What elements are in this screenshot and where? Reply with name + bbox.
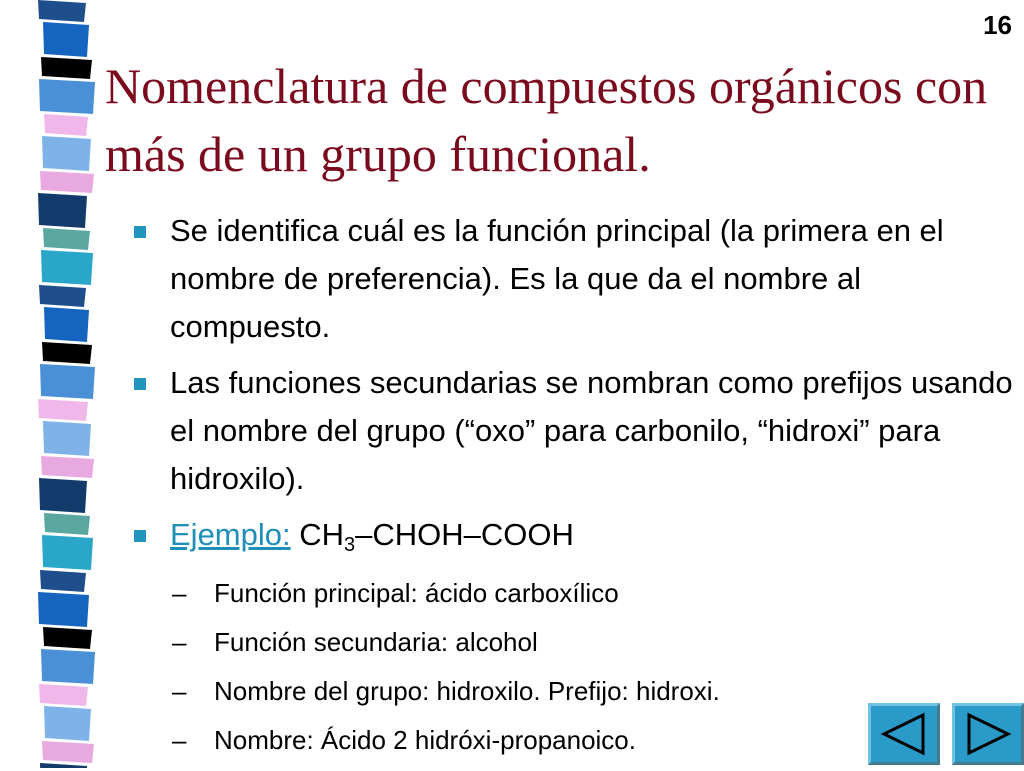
- stripe-band: [0, 649, 110, 684]
- chemical-formula: [299, 517, 574, 556]
- stripe-band: [0, 285, 110, 307]
- bullet-text: Las funciones secundarias se nombran como prefijos usando el nombre del grupo (“oxo” para carbonilo, “hidroxi” para hidroxilo).: [170, 365, 1013, 496]
- stripe-band: [0, 421, 110, 456]
- bullet-item: [130, 359, 1020, 503]
- dash-bullet-icon: –: [172, 627, 187, 657]
- dash-bullet-icon: –: [172, 578, 187, 608]
- sub-bullet-text: Nombre del grupo: hidroxilo. Prefijo: hidroxi.: [214, 676, 720, 706]
- next-slide-button[interactable]: [952, 703, 1024, 765]
- stripe-band: [0, 171, 110, 193]
- previous-slide-button[interactable]: [868, 703, 940, 765]
- stripe-band: [0, 0, 110, 22]
- slide-number: 16: [983, 10, 1012, 40]
- triangle-left-icon: [879, 712, 929, 756]
- triangle-right-icon: [963, 712, 1013, 756]
- square-bullet-icon: [134, 530, 146, 542]
- stripe-band: [0, 193, 110, 228]
- square-bullet-icon: [134, 378, 146, 390]
- stripe-band: [0, 741, 110, 763]
- stripe-band: [0, 307, 110, 342]
- stripe-band: [0, 114, 110, 136]
- bullet-list: [130, 207, 1020, 771]
- square-bullet-icon: [134, 226, 146, 238]
- formula-part: CH: [299, 517, 345, 552]
- formula-part: –CHOH–COOH: [355, 517, 574, 552]
- stripe-band: [0, 342, 110, 364]
- bullet-item: [130, 207, 1020, 351]
- sub-bullet-item: [166, 624, 1020, 660]
- dash-bullet-icon: –: [172, 725, 187, 755]
- stripe-band: [0, 478, 110, 513]
- stripe-band: [0, 627, 110, 649]
- stripe-band: [0, 228, 110, 250]
- sub-bullet-text: Nombre: Ácido 2 hidróxi-propanoico.: [214, 725, 636, 755]
- stripe-band: [0, 570, 110, 592]
- stripe-band: [0, 592, 110, 627]
- stripe-band: [0, 513, 110, 535]
- stripe-band: [0, 706, 110, 741]
- sub-bullet-text: Función principal: ácido carboxílico: [214, 578, 619, 608]
- stripe-band: [0, 136, 110, 171]
- stripe-band: [0, 456, 110, 478]
- stripe-band: [0, 763, 110, 768]
- formula-subscript: 3: [344, 534, 356, 556]
- stripe-band: [0, 22, 110, 57]
- stripe-band: [0, 79, 110, 114]
- sub-bullet-text: Función secundaria: alcohol: [214, 627, 538, 657]
- stripe-band: [0, 57, 110, 79]
- stripe-band: [0, 364, 110, 399]
- example-link[interactable]: Ejemplo:: [170, 517, 291, 552]
- dash-bullet-icon: –: [172, 676, 187, 706]
- stripe-band: [0, 399, 110, 421]
- sub-bullet-item: [166, 575, 1020, 611]
- stripe-band: [0, 535, 110, 570]
- stripe-band: [0, 250, 110, 285]
- stripe-band: [0, 684, 110, 706]
- slide-title: Nomenclatura de compuestos orgánicos con más de un grupo funcional.: [105, 58, 988, 182]
- decorative-stripe: [0, 0, 110, 768]
- bullet-text: Se identifica cuál es la función principal (la primera en el nombre de preferencia). Es la que da el nombre al compuesto.: [170, 213, 944, 344]
